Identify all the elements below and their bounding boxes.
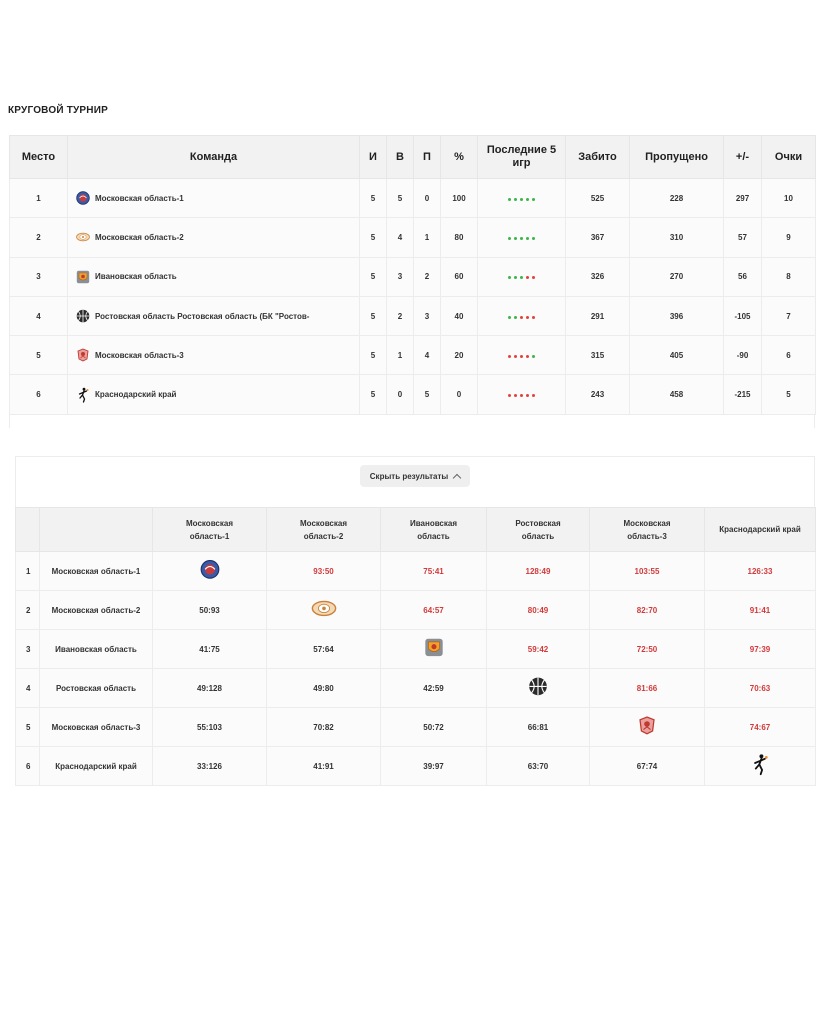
loss-dot xyxy=(514,394,517,397)
loss-dot xyxy=(514,355,517,358)
scored-cell: 291 xyxy=(566,296,630,335)
score-cell[interactable]: 93:50 xyxy=(267,552,381,591)
points-cell: 5 xyxy=(762,375,816,414)
wins-cell: 4 xyxy=(387,218,414,257)
results-row-team-label: Московская область-1 xyxy=(51,566,141,576)
results-row-team-label: Московская область-3 xyxy=(51,722,141,732)
last-5-dots xyxy=(508,237,535,240)
loss-dot xyxy=(520,394,523,397)
wins-cell: 0 xyxy=(387,375,414,414)
red-crest-logo-icon xyxy=(76,348,90,362)
team-wrap xyxy=(76,270,359,284)
conceded-cell: 270 xyxy=(630,257,724,296)
oval-emblem-logo-icon xyxy=(76,230,90,244)
last-5-games-cell xyxy=(478,296,566,335)
basketball-logo-icon xyxy=(528,676,548,700)
win-dot xyxy=(508,316,511,319)
results-row-num: 2 xyxy=(16,591,40,630)
team-name[interactable]: Краснодарский край xyxy=(95,390,177,400)
team-wrap xyxy=(76,230,359,244)
last-5-games-cell xyxy=(478,218,566,257)
conceded-cell: 396 xyxy=(630,296,724,335)
score-cell[interactable]: 63:70 xyxy=(487,747,590,786)
pct-cell: 40 xyxy=(441,296,478,335)
score-cell[interactable]: 49:128 xyxy=(153,669,267,708)
last-5-dots xyxy=(508,394,535,397)
team-name[interactable]: Московская область-3 xyxy=(95,350,184,360)
last-5-dots xyxy=(508,276,535,279)
games-cell: 5 xyxy=(360,257,387,296)
blue-ball-logo-icon xyxy=(76,191,90,205)
results-matrix xyxy=(15,507,816,786)
last-5-dots xyxy=(508,198,535,201)
points-cell: 8 xyxy=(762,257,816,296)
results-column-header xyxy=(153,508,267,552)
place-cell: 1 xyxy=(10,179,68,218)
score-cell[interactable]: 39:97 xyxy=(381,747,487,786)
scored-cell: 525 xyxy=(566,179,630,218)
loss-dot xyxy=(526,394,529,397)
standings-row[interactable] xyxy=(10,257,816,296)
loss-dot xyxy=(526,276,529,279)
loss-dot xyxy=(526,355,529,358)
conceded-cell: 310 xyxy=(630,218,724,257)
results-row-team xyxy=(40,708,153,747)
team-name[interactable]: Московская область-1 xyxy=(95,193,184,203)
standings-header-6: Последние 5 игр xyxy=(478,136,566,179)
wins-cell: 1 xyxy=(387,336,414,375)
losses-cell: 1 xyxy=(414,218,441,257)
score-cell[interactable]: 64:57 xyxy=(381,591,487,630)
pct-cell: 0 xyxy=(441,375,478,414)
score-cell[interactable]: 70:82 xyxy=(267,708,381,747)
results-row-num: 4 xyxy=(16,669,40,708)
standings-header-10: Очки xyxy=(762,136,816,179)
results-row-team xyxy=(40,630,153,669)
diff-cell: -90 xyxy=(724,336,762,375)
standings-header-1: Команда xyxy=(68,136,360,179)
loss-dot xyxy=(532,316,535,319)
losses-cell: 0 xyxy=(414,179,441,218)
win-dot xyxy=(514,237,517,240)
games-cell: 5 xyxy=(360,179,387,218)
win-dot xyxy=(520,198,523,201)
results-column-header xyxy=(487,508,590,552)
win-dot xyxy=(514,316,517,319)
results-column-label: Краснодарский край xyxy=(719,525,801,534)
loss-dot xyxy=(532,276,535,279)
standings-table xyxy=(9,135,816,415)
standings-header-3: В xyxy=(387,136,414,179)
results-column-label: Ростовская область xyxy=(515,518,561,541)
loss-dot xyxy=(520,355,523,358)
standings-row[interactable] xyxy=(10,179,816,218)
self-match-cell xyxy=(487,669,590,708)
score-cell[interactable]: 66:81 xyxy=(487,708,590,747)
games-cell: 5 xyxy=(360,218,387,257)
team-wrap xyxy=(76,348,359,362)
standings-header-7: Забито xyxy=(566,136,630,179)
place-cell: 3 xyxy=(10,257,68,296)
pct-cell: 100 xyxy=(441,179,478,218)
conceded-cell: 228 xyxy=(630,179,724,218)
points-cell: 9 xyxy=(762,218,816,257)
results-row xyxy=(16,669,816,708)
standings-header-4: П xyxy=(414,136,441,179)
results-row-team xyxy=(40,552,153,591)
standings-header-5: % xyxy=(441,136,478,179)
win-dot xyxy=(508,276,511,279)
team-cell[interactable] xyxy=(68,218,360,257)
conceded-cell: 405 xyxy=(630,336,724,375)
score-cell[interactable]: 49:80 xyxy=(267,669,381,708)
orange-shield-logo-icon xyxy=(76,270,90,284)
standings-header-8: Пропущено xyxy=(630,136,724,179)
blue-ball-logo-icon xyxy=(200,559,220,583)
place-cell: 2 xyxy=(10,218,68,257)
oval-emblem-logo-icon xyxy=(311,598,336,622)
standings-row[interactable] xyxy=(10,336,816,375)
win-dot xyxy=(514,198,517,201)
score-cell[interactable]: 55:103 xyxy=(153,708,267,747)
score-cell[interactable]: 91:41 xyxy=(705,591,816,630)
results-column-label: Московская область-3 xyxy=(623,518,671,541)
diff-cell: -105 xyxy=(724,296,762,335)
loss-dot xyxy=(532,394,535,397)
score-cell[interactable]: 50:93 xyxy=(153,591,267,630)
hide-results-label: Скрыть результаты xyxy=(369,471,449,481)
place-cell: 6 xyxy=(10,375,68,414)
last-5-dots xyxy=(508,355,535,358)
results-row-team xyxy=(40,747,153,786)
points-cell: 10 xyxy=(762,179,816,218)
place-cell: 5 xyxy=(10,336,68,375)
team-name[interactable]: Ростовская область Ростовская область (БК "Ростов- xyxy=(95,311,310,321)
standings-header-0: Место xyxy=(10,136,68,179)
score-cell[interactable]: 57:64 xyxy=(267,630,381,669)
pct-cell: 20 xyxy=(441,336,478,375)
diff-cell: 57 xyxy=(724,218,762,257)
results-column-label: Ивановская область xyxy=(409,518,458,541)
score-cell[interactable]: 74:67 xyxy=(705,708,816,747)
losses-cell: 5 xyxy=(414,375,441,414)
player-silhouette-logo-icon xyxy=(76,388,90,402)
last-5-dots xyxy=(508,316,535,319)
last-5-games-cell xyxy=(478,257,566,296)
losses-cell: 4 xyxy=(414,336,441,375)
results-column-header xyxy=(590,508,705,552)
results-column-label: Московская область-2 xyxy=(300,518,347,541)
score-cell[interactable]: 103:55 xyxy=(590,552,705,591)
score-cell[interactable]: 59:42 xyxy=(487,630,590,669)
self-match-cell xyxy=(705,747,816,786)
win-dot xyxy=(532,198,535,201)
self-match-cell xyxy=(590,708,705,747)
loss-dot xyxy=(520,316,523,319)
scored-cell: 326 xyxy=(566,257,630,296)
score-cell[interactable]: 128:49 xyxy=(487,552,590,591)
points-cell: 6 xyxy=(762,336,816,375)
score-cell[interactable]: 70:63 xyxy=(705,669,816,708)
games-cell: 5 xyxy=(360,296,387,335)
self-match-cell xyxy=(381,630,487,669)
team-wrap xyxy=(76,309,359,323)
win-dot xyxy=(526,237,529,240)
score-cell[interactable]: 72:50 xyxy=(590,630,705,669)
last-5-games-cell xyxy=(478,375,566,414)
win-dot xyxy=(508,198,511,201)
scored-cell: 243 xyxy=(566,375,630,414)
last-5-games-cell xyxy=(478,179,566,218)
win-dot xyxy=(520,237,523,240)
score-cell[interactable]: 33:126 xyxy=(153,747,267,786)
results-row xyxy=(16,630,816,669)
losses-cell: 3 xyxy=(414,296,441,335)
wins-cell: 5 xyxy=(387,179,414,218)
results-header-num xyxy=(16,508,40,552)
results-row-team xyxy=(40,669,153,708)
team-name[interactable]: Московская область-2 xyxy=(95,232,184,242)
score-cell[interactable]: 81:66 xyxy=(590,669,705,708)
score-cell[interactable]: 82:70 xyxy=(590,591,705,630)
score-cell[interactable]: 41:75 xyxy=(153,630,267,669)
results-row xyxy=(16,552,816,591)
results-column-header xyxy=(705,508,816,552)
results-row xyxy=(16,708,816,747)
results-row xyxy=(16,747,816,786)
score-cell[interactable]: 42:59 xyxy=(381,669,487,708)
results-row-team-label: Московская область-2 xyxy=(51,605,141,615)
standings-row[interactable] xyxy=(10,218,816,257)
last-5-games-cell xyxy=(478,336,566,375)
place-cell: 4 xyxy=(10,296,68,335)
losses-cell: 2 xyxy=(414,257,441,296)
team-wrap xyxy=(76,388,359,402)
chevron-up-icon xyxy=(453,473,461,481)
results-row-num: 1 xyxy=(16,552,40,591)
standings-row[interactable] xyxy=(10,296,816,335)
results-header-team xyxy=(40,508,153,552)
table-bottom-strip xyxy=(9,414,815,428)
self-match-cell xyxy=(267,591,381,630)
conceded-cell: 458 xyxy=(630,375,724,414)
pct-cell: 80 xyxy=(441,218,478,257)
pct-cell: 60 xyxy=(441,257,478,296)
diff-cell: 297 xyxy=(724,179,762,218)
diff-cell: -215 xyxy=(724,375,762,414)
score-cell[interactable]: 80:49 xyxy=(487,591,590,630)
hide-results-button[interactable] xyxy=(360,465,470,487)
score-cell[interactable]: 97:39 xyxy=(705,630,816,669)
results-row xyxy=(16,591,816,630)
team-name[interactable]: Ивановская область xyxy=(95,272,177,282)
standings-header-2: И xyxy=(360,136,387,179)
orange-shield-logo-icon xyxy=(424,637,444,661)
team-cell[interactable] xyxy=(68,336,360,375)
team-cell[interactable] xyxy=(68,179,360,218)
standings-header-9: +/- xyxy=(724,136,762,179)
wins-cell: 2 xyxy=(387,296,414,335)
results-row-team-label: Краснодарский край xyxy=(55,761,137,771)
team-wrap xyxy=(76,191,359,205)
results-column-header xyxy=(267,508,381,552)
results-column-header xyxy=(381,508,487,552)
results-row-team-label: Ростовская область xyxy=(55,683,137,693)
win-dot xyxy=(520,276,523,279)
loss-dot xyxy=(508,355,511,358)
basketball-logo-icon xyxy=(76,309,90,323)
games-cell: 5 xyxy=(360,336,387,375)
results-row-num: 6 xyxy=(16,747,40,786)
player-silhouette-logo-icon xyxy=(750,753,770,780)
results-row-team xyxy=(40,591,153,630)
team-cell[interactable] xyxy=(68,296,360,335)
diff-cell: 56 xyxy=(724,257,762,296)
red-crest-logo-icon xyxy=(637,715,657,739)
loss-dot xyxy=(526,316,529,319)
win-dot xyxy=(532,237,535,240)
results-row-num: 5 xyxy=(16,708,40,747)
team-cell[interactable] xyxy=(68,257,360,296)
score-cell[interactable]: 67:74 xyxy=(590,747,705,786)
results-row-num: 3 xyxy=(16,630,40,669)
score-cell[interactable]: 126:33 xyxy=(705,552,816,591)
win-dot xyxy=(508,237,511,240)
loss-dot xyxy=(508,394,511,397)
scored-cell: 315 xyxy=(566,336,630,375)
results-row-team-label: Ивановская область xyxy=(55,644,137,654)
page-title: КРУГОВОЙ ТУРНИР xyxy=(8,105,108,116)
win-dot xyxy=(532,355,535,358)
results-column-label: Московская область-1 xyxy=(186,518,233,541)
team-cell[interactable] xyxy=(68,375,360,414)
scored-cell: 367 xyxy=(566,218,630,257)
win-dot xyxy=(514,276,517,279)
games-cell: 5 xyxy=(360,375,387,414)
score-cell[interactable]: 75:41 xyxy=(381,552,487,591)
standings-row[interactable] xyxy=(10,375,816,414)
win-dot xyxy=(526,198,529,201)
score-cell[interactable]: 41:91 xyxy=(267,747,381,786)
wins-cell: 3 xyxy=(387,257,414,296)
self-match-cell xyxy=(153,552,267,591)
points-cell: 7 xyxy=(762,296,816,335)
score-cell[interactable]: 50:72 xyxy=(381,708,487,747)
